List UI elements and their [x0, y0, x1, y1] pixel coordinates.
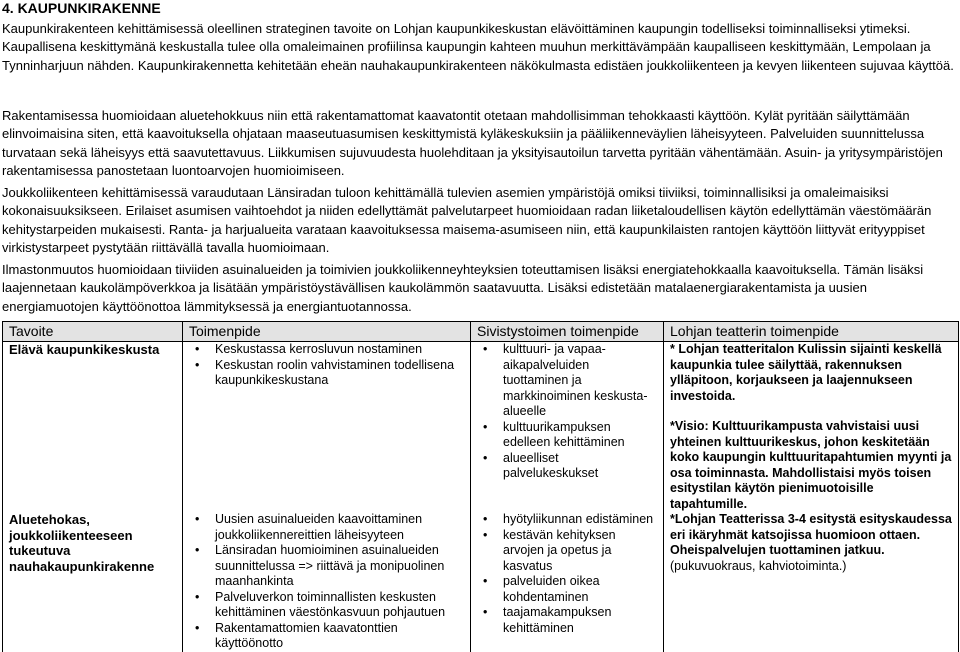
theatre-paragraph: *Visio: Kulttuurikampusta vahvistaisi uusi yhteinen kulttuurikeskus, johon keskitetään koko kaupungin kulttuuritapahtumien myynti ja osa toiminnasta. Mahdollistaisi myös toisen esitystilan käytön pienimuotoisille tapahtumille. [670, 419, 952, 511]
header-action: Toimenpide [183, 322, 471, 342]
actions-cell [183, 342, 471, 513]
paragraph-city-center: Kaupunkirakenteen kehittämisessä oleellinen strateginen tavoite on Lohjan kaupunkikeskustan elävöittäminen kaupungin todelliseksi toiminnalliseksi ytimeksi. Kaupallisena keskittymänä keskustalla tulee olla omaleimainen profiilinsa kaupungin kahteen muuhun merkittävämpään kaupalliseen keskittymään, Lempolaan ja Tynninharjuun nähden. Kaupunkirakennetta kehitetään eheän nauhakaupunkirakenteen näkökulmasta edistäen joukkoliikenteen ja kevyen liikenteen sujuvaa käyttöä. [2, 21, 954, 73]
theatre-bold-text: *Lohjan Teatterissa 3-4 esitystä esityskaudessa eri ikäryhmät katsojissa huomioon ottaen. Oheispalvelujen tuottaminen jatkuu. [670, 512, 952, 557]
actions-list [189, 512, 464, 652]
education-list [477, 342, 657, 482]
list-item: • kestävän kehityksen arvojen ja opetus ja kasvatus [503, 528, 657, 575]
table-row [3, 512, 959, 652]
education-list [477, 512, 657, 636]
list-item: • kulttuurikampuksen edelleen kehittäminen [503, 420, 657, 451]
goals-table [2, 321, 959, 652]
paragraph-climate: Ilmastonmuutos huomioidaan tiiviiden asuinalueiden ja toimivien joukkoliikenneyhteyksien toteuttamisen lisäksi energiatehokkaalla kaavoituksella. Tämän lisäksi laajennetaan kaukolämpöverkkoa ja lisätään ympäristöystävällisen kaukolämmön saatavuutta. Lisäksi edistetään matalaenergiarakentamista ja uusien energiamuotojen käyttöönottoa lämmityksessä ja energiantuotannossa. [2, 262, 924, 314]
goal-title: Aluetehokas, joukkoliikenteeseen tukeutuva nauhakaupunkirakenne [9, 512, 155, 574]
theatre-paragraph [670, 512, 952, 574]
list-item: • Keskustassa kerrosluvun nostaminen [215, 342, 464, 358]
theatre-normal-text: (pukuvuokraus, kahviotoiminta.) [670, 558, 847, 573]
theatre-paragraph: * Lohjan teatteritalon Kulissin sijainti keskellä kaupunkia tulee säilyttää, rakennuksen ylläpitoon, korjaukseen ja laajennukseen investoida. [670, 342, 942, 403]
list-item: • Rakentamattomien kaavatonttien käyttöönotto [215, 621, 464, 652]
table-header-row [3, 322, 959, 342]
header-theatre-action: Lohjan teatterin toimenpide [664, 322, 959, 342]
goal-cell [3, 342, 183, 513]
list-item: • Keskustan roolin vahvistaminen todellisena kaupunkikeskustana [215, 358, 464, 389]
theatre-cell [664, 512, 959, 652]
list-item: • kulttuuri- ja vapaa-aikapalveluiden tuottaminen ja markkinoiminen keskusta-alueelle [503, 342, 657, 420]
header-goal: Tavoite [3, 322, 183, 342]
list-item: • hyötyliikunnan edistäminen [503, 512, 657, 528]
paragraph-construction: Rakentamisessa huomioidaan aluetehokkuus niin että rakentamattomat kaavatontit otetaan mahdollisimman tehokkaasti käyttöön. Kylät pyritään säilyttämään elinvoimaisina siten, että kaavoituksella ohjataan maaseutuasumisen keskittymistä kyläkeskuksiin ja pääliikenneväylien läheisyyteen. Palveluiden suunnittelussa turvataan sekä läheisyys että saavutettavuus. Liikkumisen sujuvuudesta huolehditaan ja yksityisautoilun tarvetta pyritään vähentämään. Asuin- ja yritysympäristöjen rakentamisessa panostetaan luontoarvojen huomioimiseen. [2, 108, 943, 178]
list-item: • taajamakampuksen kehittäminen [503, 605, 657, 636]
list-item: • Uusien asuinalueiden kaavoittaminen joukkoliikennereittien läheisyyteen [215, 512, 464, 543]
header-education-action: Sivistystoimen toimenpide [471, 322, 664, 342]
list-item: • alueelliset palvelukeskukset [503, 451, 657, 482]
list-item: • palveluiden oikea kohdentaminen [503, 574, 657, 605]
table-row [3, 342, 959, 513]
paragraph-public-transport: Joukkoliikenteen kehittämisessä varaudutaan Länsiradan tuloon kehittämällä tulevien asemien ympäristöjä omiksi tiiviiksi, toiminnallisiksi ja omaleimaisiksi kokonaisuuksikseen. Erilaiset asumisen vaihtoehdot ja niiden edellyttämät palvelutarpeet huomioidaan radan liiketaloudellisen käytön edellyttämän väestömäärän kehitystarpeiden mukaisesti. Ranta- ja harjualueita varataan kaavoituksessa maisema-asumiseen niin, että kaupunkilaisten rantojen käyttöön liittyvät erityyppiset virkistystarpeet pystytään riittävällä tavalla huomioimaan. [2, 185, 932, 255]
actions-list [189, 342, 464, 389]
theatre-cell [664, 342, 959, 513]
goal-title: Elävä kaupunkikeskusta [9, 342, 160, 357]
section-heading: 4. KAUPUNKIRAKENNE [2, 0, 161, 16]
education-cell [471, 342, 664, 513]
actions-cell [183, 512, 471, 652]
education-cell [471, 512, 664, 652]
list-item: • Palveluverkon toiminnallisten keskusten kehittäminen väestönkasvuun pohjautuen [215, 590, 464, 621]
goal-cell [3, 512, 183, 652]
list-item: • Länsiradan huomioiminen asuinalueiden suunnittelussa => riittävä ja monipuolinen maanhankinta [215, 543, 464, 590]
